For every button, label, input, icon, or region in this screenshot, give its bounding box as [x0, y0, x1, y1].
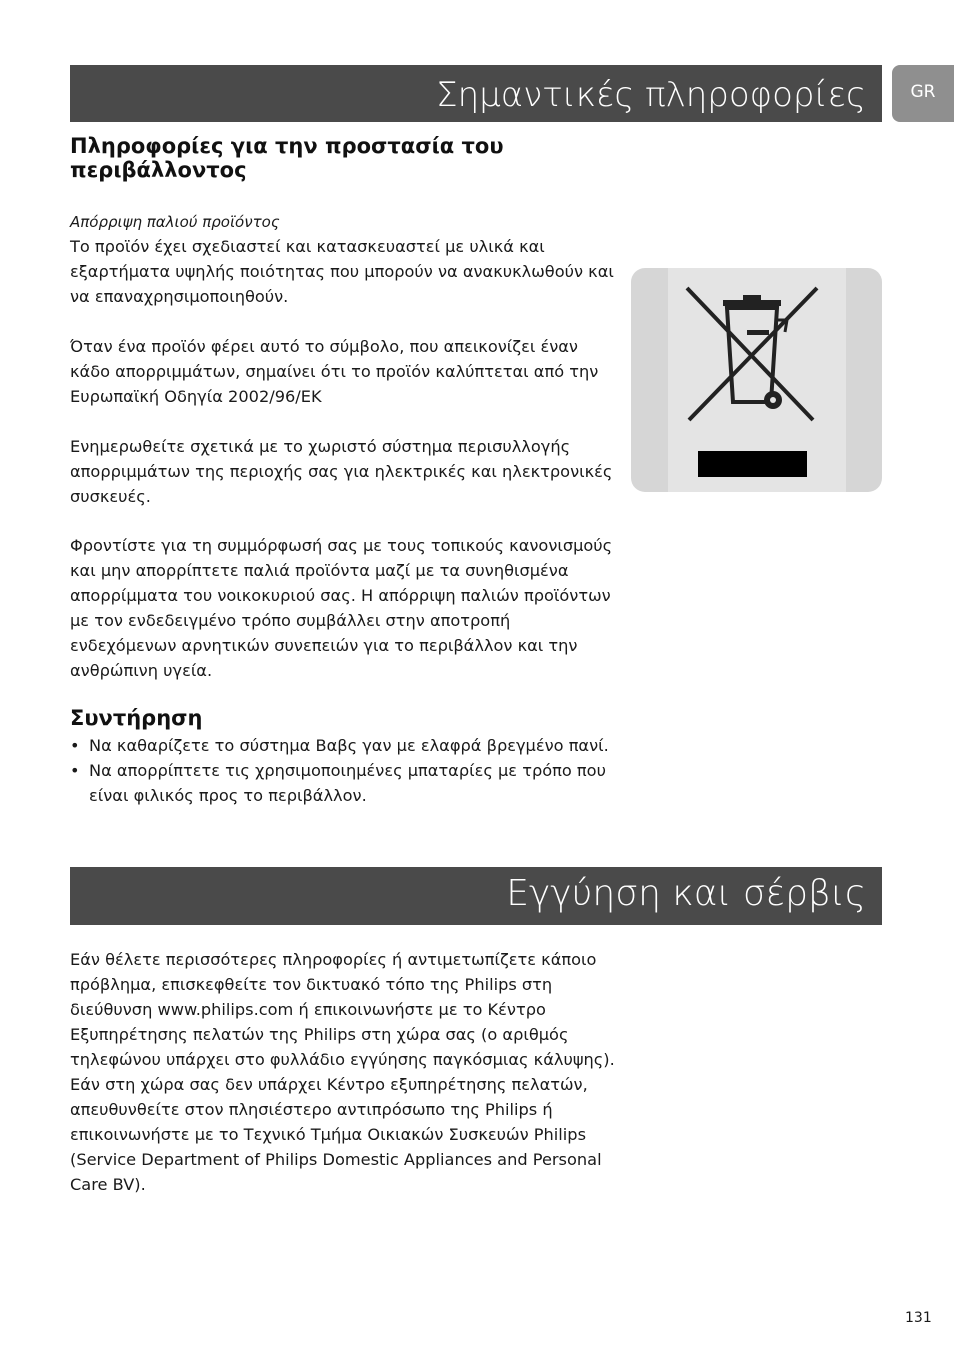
- section-title: Εγγύηση και σέρβις: [506, 873, 866, 914]
- environment-paragraph: Ενημερωθείτε σχετικά με το χωριστό σύστημα περισυλλογής απορριμμάτων της περιοχής σας για ηλεκτρικές και ηλεκτρονικές συσκευές.: [70, 437, 613, 506]
- environment-paragraph: Φροντίστε για τη συμμόρφωσή σας με τους τοπικούς κανονισμούς και μην απορρίπτετε παλιά προϊόντα μαζί με τα συνηθισμένα απορρίμματα του νοικοκυριού σας. Η απόρριψη παλιών προϊόντων με τον ενδεδειγμένο τρόπο συμβάλλει στην αποτροπή ενδεχόμενων αρνητικών συνεπειών για το περιβάλλον και την ανθρώπινη υγεία.: [70, 536, 613, 680]
- disposal-subheading: Απόρριψη παλιού προϊόντος: [70, 213, 280, 231]
- page-number: 131: [905, 1310, 932, 1326]
- maintenance-list: [70, 733, 610, 808]
- bullet: •: [70, 761, 80, 780]
- list-item-text: Να καθαρίζετε το σύστημα Βαβς γαν με ελαφρά βρεγμένο πανί.: [89, 736, 609, 755]
- maintenance-heading: Συντήρηση: [70, 706, 203, 730]
- section-title: Σημαντικές πληροφορίες: [436, 75, 866, 115]
- list-item: [70, 733, 610, 758]
- section-title-banner: [70, 867, 882, 925]
- weee-symbol-panel: [631, 268, 882, 492]
- list-item-text: Να απορρίπτετε τις χρησιμοποιημένες μπαταρίες με τρόπο που είναι φιλικός προς το περιβάλλον.: [89, 761, 606, 805]
- bullet: •: [70, 736, 80, 755]
- environment-heading: Πληροφορίες για την προστασία του περιβάλλοντος: [70, 134, 504, 182]
- environment-paragraph: Το προϊόν έχει σχεδιαστεί και κατασκευαστεί με υλικά και εξαρτήματα υψηλής ποιότητας που μπορούν να ανακυκλωθούν και να επαναχρησιμοποιηθούν.: [70, 237, 614, 306]
- warranty-paragraph: Εάν θέλετε περισσότερες πληροφορίες ή αντιμετωπίζετε κάποιο πρόβλημα, επισκεφθείτε τον δικτυακό τόπο της Philips στη διεύθυνση www.philips.com ή επικοινωνήστε με το Κέντρο Εξυπηρέτησης πελατών της Philips στη χώρα σας (ο αριθμός τηλεφώνου υπάρχει στο φυλλάδιο εγγύησης παγκόσμιας κάλυψης). Εάν στη χώρα σας δεν υπάρχει Κέντρο εξυπηρέτησης πελατών, απευθυνθείτε στον πλησιέστερο αντιπρόσωπο της Philips ή επικοινωνήστε με το Τεχνικό Τμήμα Οικιακών Συσκευών Philips (Service Department of Philips Domestic Appliances and Personal Care BV).: [70, 950, 615, 1194]
- section-title-banner: [70, 65, 882, 122]
- crossed-out-wheelie-bin-icon: [631, 268, 882, 492]
- language-tab: GR: [892, 65, 954, 122]
- list-item: [70, 758, 610, 808]
- environment-paragraph: Όταν ένα προϊόν φέρει αυτό το σύμβολο, που απεικονίζει έναν κάδο απορριμμάτων, σημαίνει ότι το προϊόν καλύπτεται από την Ευρωπαϊκή Οδηγία 2002/96/ΕΚ: [70, 337, 599, 406]
